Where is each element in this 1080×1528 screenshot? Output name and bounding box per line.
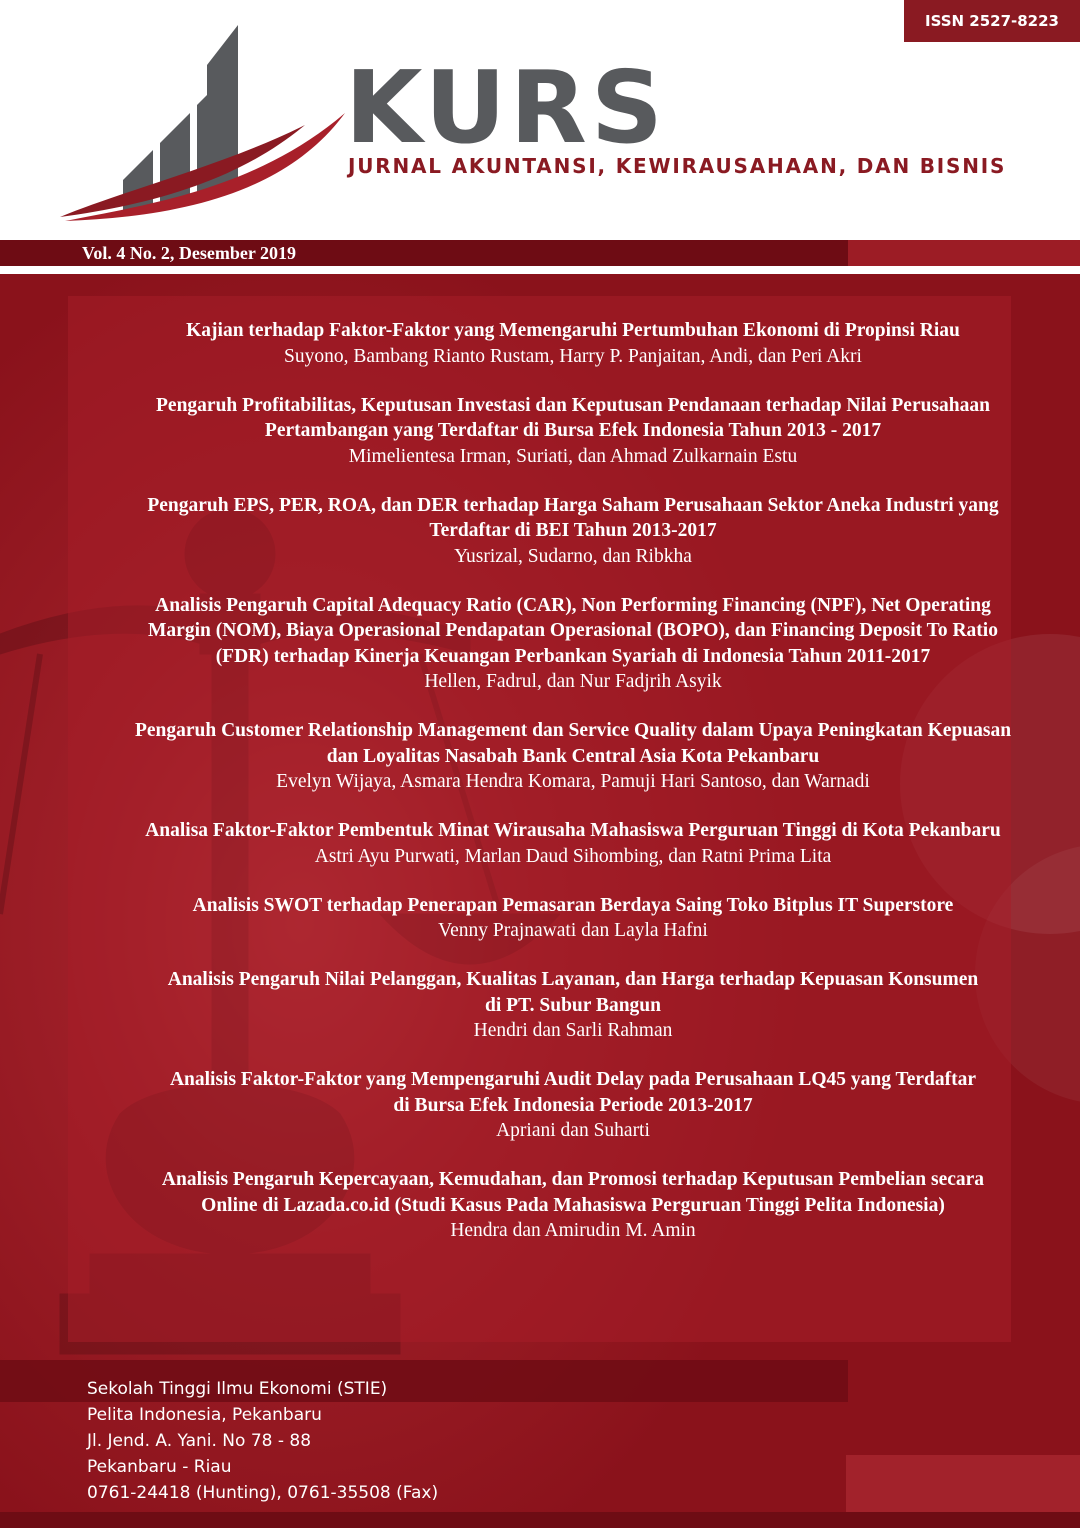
article-authors: Hellen, Fadrul, dan Nur Fadjrih Asyik xyxy=(424,671,722,692)
address-line: Jl. Jend. A. Yani. No 78 - 88 xyxy=(87,1431,312,1451)
article-entry xyxy=(68,493,1078,570)
article-authors: Mimelientesa Irman, Suriati, dan Ahmad Zulkarnain Estu xyxy=(348,445,798,467)
article-title: di PT. Subur Bangun xyxy=(485,994,661,1016)
article-entry xyxy=(68,1067,1078,1144)
article-title: Pengaruh Profitabilitas, Keputusan Investasi dan Keputusan Pendanaan terhadap Nilai Perusahaan xyxy=(156,394,990,416)
cover-header xyxy=(0,0,1080,240)
address-line: Sekolah Tinggi Ilmu Ekonomi (STIE) xyxy=(87,1379,388,1399)
journal-logotype: KURS xyxy=(345,49,667,166)
article-title: Terdaftar di BEI Tahun 2013-2017 xyxy=(429,520,717,541)
article-authors: Yusrizal, Sudarno, dan Ribkha xyxy=(454,545,692,567)
article-title: di Bursa Efek Indonesia Periode 2013-2017 xyxy=(393,1094,753,1116)
article-title: Pengaruh Customer Relationship Management dan Service Quality dalam Upaya Peningkatan Kepuasan xyxy=(134,720,1012,741)
article-authors: Venny Prajnawati dan Layla Hafni xyxy=(438,920,708,941)
article-title: Analisis SWOT terhadap Penerapan Pemasaran Berdaya Saing Toko Bitplus IT Superstore xyxy=(192,894,954,916)
article-authors: Evelyn Wijaya, Asmara Hendra Komara, Pamuji Hari Santoso, dan Warnadi xyxy=(276,771,870,792)
article-title: Analisis Pengaruh Capital Adequacy Ratio (CAR), Non Performing Financing (NPF), Net Operating xyxy=(155,594,991,616)
article-entry xyxy=(68,593,1078,696)
article-authors: Astri Ayu Purwati, Marlan Daud Sihombing, dan Ratni Prima Lita xyxy=(314,845,832,867)
article-title: Analisis Faktor-Faktor yang Mempengaruhi Audit Delay pada Perusahaan LQ45 yang Terdaftar xyxy=(169,1069,977,1090)
article-title: Analisis Pengaruh Kepercayaan, Kemudahan, dan Promosi terhadap Keputusan Pembelian secara xyxy=(161,1169,985,1190)
article-title: Analisis Pengaruh Nilai Pelanggan, Kualitas Layanan, dan Harga terhadap Kepuasan Konsumen xyxy=(167,969,979,990)
footer-accent xyxy=(846,1455,1080,1515)
volume-bar xyxy=(0,240,1080,266)
article-title: dan Loyalitas Nasabah Bank Central Asia Kota Pekanbaru xyxy=(326,745,820,767)
journal-subtitle: JURNAL AKUNTANSI, KEWIRAUSAHAAN, DAN BISNIS xyxy=(348,154,1007,178)
article-title: Kajian terhadap Faktor-Faktor yang Memengaruhi Pertumbuhan Ekonomi di Propinsi Riau xyxy=(186,320,960,341)
address-line: Pelita Indonesia, Pekanbaru xyxy=(87,1405,322,1425)
article-entry xyxy=(68,893,1078,945)
issn-badge: ISSN 2527-8223 xyxy=(904,0,1080,42)
publisher-address xyxy=(87,1376,438,1506)
address-line: 0761-24418 (Hunting), 0761-35508 (Fax) xyxy=(87,1483,439,1503)
article-title: Online di Lazada.co.id (Studi Kasus Pada Mahasiswa Perguruan Tinggi Pelita Indonesia) xyxy=(201,1194,945,1216)
article-entry xyxy=(68,393,1078,470)
volume-label: Vol. 4 No. 2, Desember 2019 xyxy=(82,243,296,263)
article-entry xyxy=(68,818,1078,870)
article-authors: Hendra dan Amirudin M. Amin xyxy=(450,1220,696,1241)
article-entry xyxy=(68,1167,1078,1244)
article-entry xyxy=(68,967,1078,1044)
article-title: Pertambangan yang Terdaftar di Bursa Efek Indonesia Tahun 2013 - 2017 xyxy=(264,420,882,441)
article-entry xyxy=(68,318,1078,370)
article-title: Analisa Faktor-Faktor Pembentuk Minat Wirausaha Mahasiswa Perguruan Tinggi di Kota Pekanbaru xyxy=(145,820,1001,841)
article-title: Margin (NOM), Biaya Operasional Pendapatan Operasional (BOPO), dan Financing Deposit To Ratio xyxy=(148,620,998,641)
article-authors: Hendri dan Sarli Rahman xyxy=(473,1020,673,1041)
article-entry xyxy=(68,718,1078,795)
article-authors: Apriani dan Suharti xyxy=(496,1120,650,1141)
article-title: (FDR) terhadap Kinerja Keuangan Perbankan Syariah di Indonesia Tahun 2011-2017 xyxy=(215,645,931,667)
table-of-contents xyxy=(68,318,1078,1267)
article-authors: Suyono, Bambang Rianto Rustam, Harry P. Panjaitan, Andi, dan Peri Akri xyxy=(284,345,862,367)
bar-chart-logo-icon xyxy=(55,25,345,225)
footer-bottom-band xyxy=(0,1512,1080,1528)
article-title: Pengaruh EPS, PER, ROA, dan DER terhadap Harga Saham Perusahaan Sektor Aneka Industri yang xyxy=(147,494,999,516)
address-line: Pekanbaru - Riau xyxy=(87,1457,232,1477)
